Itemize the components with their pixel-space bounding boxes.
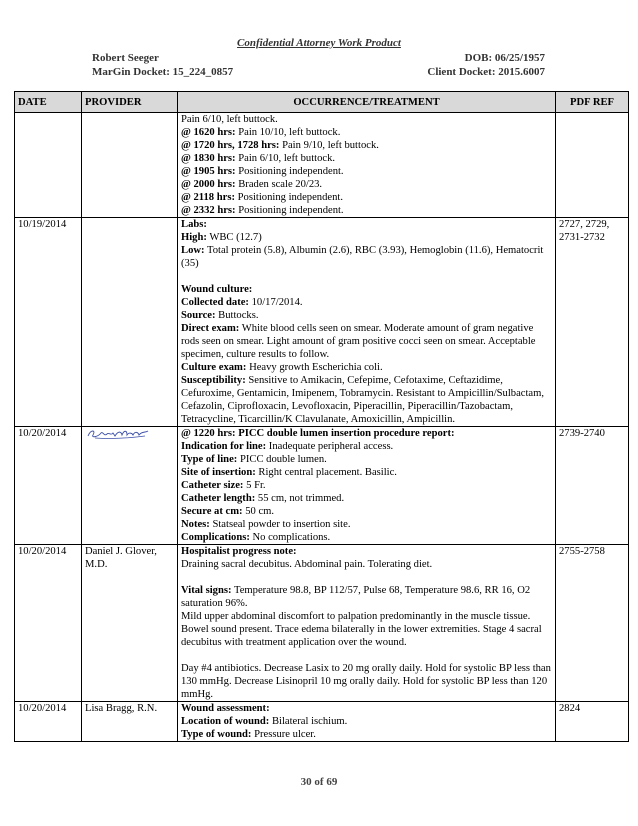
entry-text: Right central placement. Basilic.	[255, 467, 397, 478]
header-row-patient	[92, 52, 545, 64]
entry-line	[181, 231, 552, 244]
column-header-occurrence: OCCURRENCE/TREATMENT	[178, 92, 556, 113]
blank-line	[181, 571, 552, 584]
entry-line	[181, 191, 552, 204]
entry-line	[181, 610, 552, 649]
cell-pdf-ref: 2739-2740	[556, 427, 629, 545]
patient-name: Robert Seeger	[92, 52, 159, 64]
cell-pdf-ref	[556, 113, 629, 218]
header-title: Confidential Attorney Work Product	[237, 37, 401, 49]
table-row	[15, 427, 629, 545]
cell-provider: Daniel J. Glover, M.D.	[82, 545, 178, 702]
entry-line	[181, 453, 552, 466]
entry-line	[181, 545, 552, 558]
entry-text: 5 Fr.	[243, 480, 266, 491]
entry-line	[181, 374, 552, 426]
entry-label: @ 2000 hrs:	[181, 179, 236, 190]
cell-occurrence	[178, 545, 556, 702]
entry-text: Pain 6/10, left buttock.	[235, 153, 336, 164]
entry-text: Braden scale 20/23.	[235, 179, 323, 190]
blank-line	[181, 270, 552, 283]
entry-line	[181, 165, 552, 178]
entry-label: Wound culture:	[181, 284, 253, 295]
provider-signature-icon	[85, 427, 151, 441]
entry-line	[181, 662, 552, 701]
table-header-row	[15, 92, 629, 113]
entry-label: Collected date:	[181, 297, 249, 308]
entry-text: 50 cm.	[242, 506, 275, 517]
entry-label: Complications:	[181, 532, 250, 543]
cell-provider	[82, 113, 178, 218]
margin-docket: MarGin Docket: 15_224_0857	[92, 66, 234, 78]
entry-text: PICC double lumen.	[237, 454, 327, 465]
entry-text: Temperature 98.8, BP 112/57, Pulse 68, Temperature 98.6, RR 16, O2 saturation 96%.	[181, 585, 531, 609]
entry-label: Type of line:	[181, 454, 238, 465]
entry-label: Direct exam:	[181, 323, 240, 334]
entry-label: Source:	[181, 310, 216, 321]
header-row-dockets	[92, 66, 545, 78]
entry-label: Wound assessment:	[181, 703, 270, 714]
page-number: 30 of 69	[300, 776, 338, 788]
entry-line	[181, 322, 552, 361]
entry-line	[181, 466, 552, 479]
cell-occurrence	[178, 427, 556, 545]
entry-text: Pain 10/10, left buttock.	[235, 127, 341, 138]
cell-pdf-ref: 2755-2758	[556, 545, 629, 702]
entry-label: Labs:	[181, 219, 207, 230]
entry-line	[181, 702, 552, 715]
entry-line	[181, 296, 552, 309]
entry-label: Vital signs:	[181, 585, 232, 596]
entry-text: Heavy growth Escherichia coli.	[246, 362, 383, 373]
entry-label: Susceptibility:	[181, 375, 246, 386]
table-row	[15, 218, 629, 427]
entry-label: Catheter size:	[181, 480, 244, 491]
entry-line	[181, 531, 552, 544]
cell-date: 10/20/2014	[15, 702, 82, 742]
entry-text: WBC (12.7)	[206, 232, 262, 243]
entry-line	[181, 479, 552, 492]
table-row	[15, 545, 629, 702]
entry-label: @ 1830 hrs:	[181, 153, 236, 164]
entry-label: Site of insertion:	[181, 467, 256, 478]
entry-line	[181, 440, 552, 453]
entry-text: Day #4 antibiotics. Decrease Lasix to 20 mg orally daily. Hold for systolic BP less than 130 mmHg. Decrease Lisinopril 10 mg orally daily. Hold for systolic BP less than 120 mmHg.	[181, 663, 551, 700]
entry-text: Inadequate peripheral access.	[266, 441, 394, 452]
client-docket: Client Docket: 2015.6007	[427, 66, 545, 78]
entry-text: Bilateral ischium.	[269, 716, 348, 727]
entry-text: Pain 9/10, left buttock.	[279, 140, 379, 151]
entry-text: No complications.	[249, 532, 331, 543]
entry-text: 10/17/2014.	[248, 297, 303, 308]
entry-line	[181, 505, 552, 518]
entry-line	[181, 126, 552, 139]
entry-label: @ 1620 hrs:	[181, 127, 236, 138]
entry-label: @ 2332 hrs:	[181, 205, 236, 216]
entry-line	[181, 492, 552, 505]
entry-line	[181, 139, 552, 152]
cell-pdf-ref: 2824	[556, 702, 629, 742]
table-body	[15, 113, 629, 742]
entry-line	[181, 218, 552, 231]
cell-date	[15, 113, 82, 218]
entry-text: Pressure ulcer.	[251, 729, 316, 740]
entry-line	[181, 584, 552, 610]
entry-text: White blood cells seen on smear. Moderate amount of gram negative rods seen on smear. Light amount of gram positive cocci seen on smear. Acceptable specimen, culture results to follow.	[181, 323, 536, 360]
cell-date: 10/20/2014	[15, 427, 82, 545]
entry-label: High:	[181, 232, 207, 243]
entry-label: @ 1220 hrs: PICC double lumen insertion procedure report:	[181, 428, 455, 439]
cell-provider	[82, 218, 178, 427]
cell-occurrence	[178, 113, 556, 218]
entry-line	[181, 715, 552, 728]
cell-date: 10/20/2014	[15, 545, 82, 702]
entry-label: Low:	[181, 245, 205, 256]
column-header-provider: PROVIDER	[82, 92, 178, 113]
entry-label: Notes:	[181, 519, 210, 530]
medical-chronology-table	[14, 91, 629, 742]
entry-line	[181, 178, 552, 191]
entry-text: Buttocks.	[215, 310, 259, 321]
entry-label: Type of wound:	[181, 729, 252, 740]
entry-text: Sensitive to Amikacin, Cefepime, Cefotaxime, Ceftazidime, Cefuroxime, Gentamicin, Imipenem, Tobramycin. Resistant to Ampicillin/Sulbactam, Cefazolin, Ciprofloxacin, Levofloxacin, Piperacillin, Piperacillin/Tazobactam, Tetracycline, Ticarcillin/K Clavulanate, Amoxicillin, Ampicillin.	[181, 375, 545, 425]
entry-text: Statseal powder to insertion site.	[209, 519, 351, 530]
column-header-pdf-ref: PDF REF	[556, 92, 629, 113]
entry-label: @ 2118 hrs:	[181, 192, 235, 203]
entry-line	[181, 518, 552, 531]
entry-line	[181, 244, 552, 270]
entry-text: Mild upper abdominal discomfort to palpation predominantly in the muscle tissue. Bowel sound present. Trace edema bilaterally in the lower extremities. Stage 4 sacral decubitus with treatment application over the wound.	[181, 611, 542, 648]
cell-provider	[82, 427, 178, 545]
entry-label: @ 1905 hrs:	[181, 166, 236, 177]
table-row	[15, 113, 629, 218]
cell-provider: Lisa Bragg, R.N.	[82, 702, 178, 742]
entry-line	[181, 204, 552, 217]
patient-dob: DOB: 06/25/1957	[464, 52, 545, 64]
entry-text: Total protein (5.8), Albumin (2.6), RBC (3.93), Hemoglobin (11.6), Hematocrit (35)	[181, 245, 544, 269]
entry-label: @ 1720 hrs, 1728 hrs:	[181, 140, 280, 151]
entry-text: Positioning independent.	[235, 166, 344, 177]
entry-label: Indication for line:	[181, 441, 267, 452]
entry-label: Culture exam:	[181, 362, 247, 373]
entry-line	[181, 113, 552, 126]
entry-line	[181, 427, 552, 440]
entry-label: Location of wound:	[181, 716, 270, 727]
cell-date: 10/19/2014	[15, 218, 82, 427]
entry-line	[181, 283, 552, 296]
column-header-date: DATE	[15, 92, 82, 113]
entry-line	[181, 309, 552, 322]
entry-label: Hospitalist progress note:	[181, 546, 297, 557]
entry-text: Positioning independent.	[235, 192, 343, 203]
entry-text: Draining sacral decubitus. Abdominal pain. Tolerating diet.	[181, 559, 433, 570]
entry-line	[181, 728, 552, 741]
entry-text: Positioning independent.	[235, 205, 344, 216]
cell-pdf-ref: 2727, 2729, 2731-2732	[556, 218, 629, 427]
entry-line	[181, 558, 552, 571]
entry-line	[181, 361, 552, 374]
table-row	[15, 702, 629, 742]
blank-line	[181, 649, 552, 662]
cell-occurrence	[178, 702, 556, 742]
entry-label: Catheter length:	[181, 493, 256, 504]
entry-text: 55 cm, not trimmed.	[255, 493, 345, 504]
cell-occurrence	[178, 218, 556, 427]
entry-text: Pain 6/10, left buttock.	[181, 114, 278, 125]
entry-label: Secure at cm:	[181, 506, 243, 517]
entry-line	[181, 152, 552, 165]
